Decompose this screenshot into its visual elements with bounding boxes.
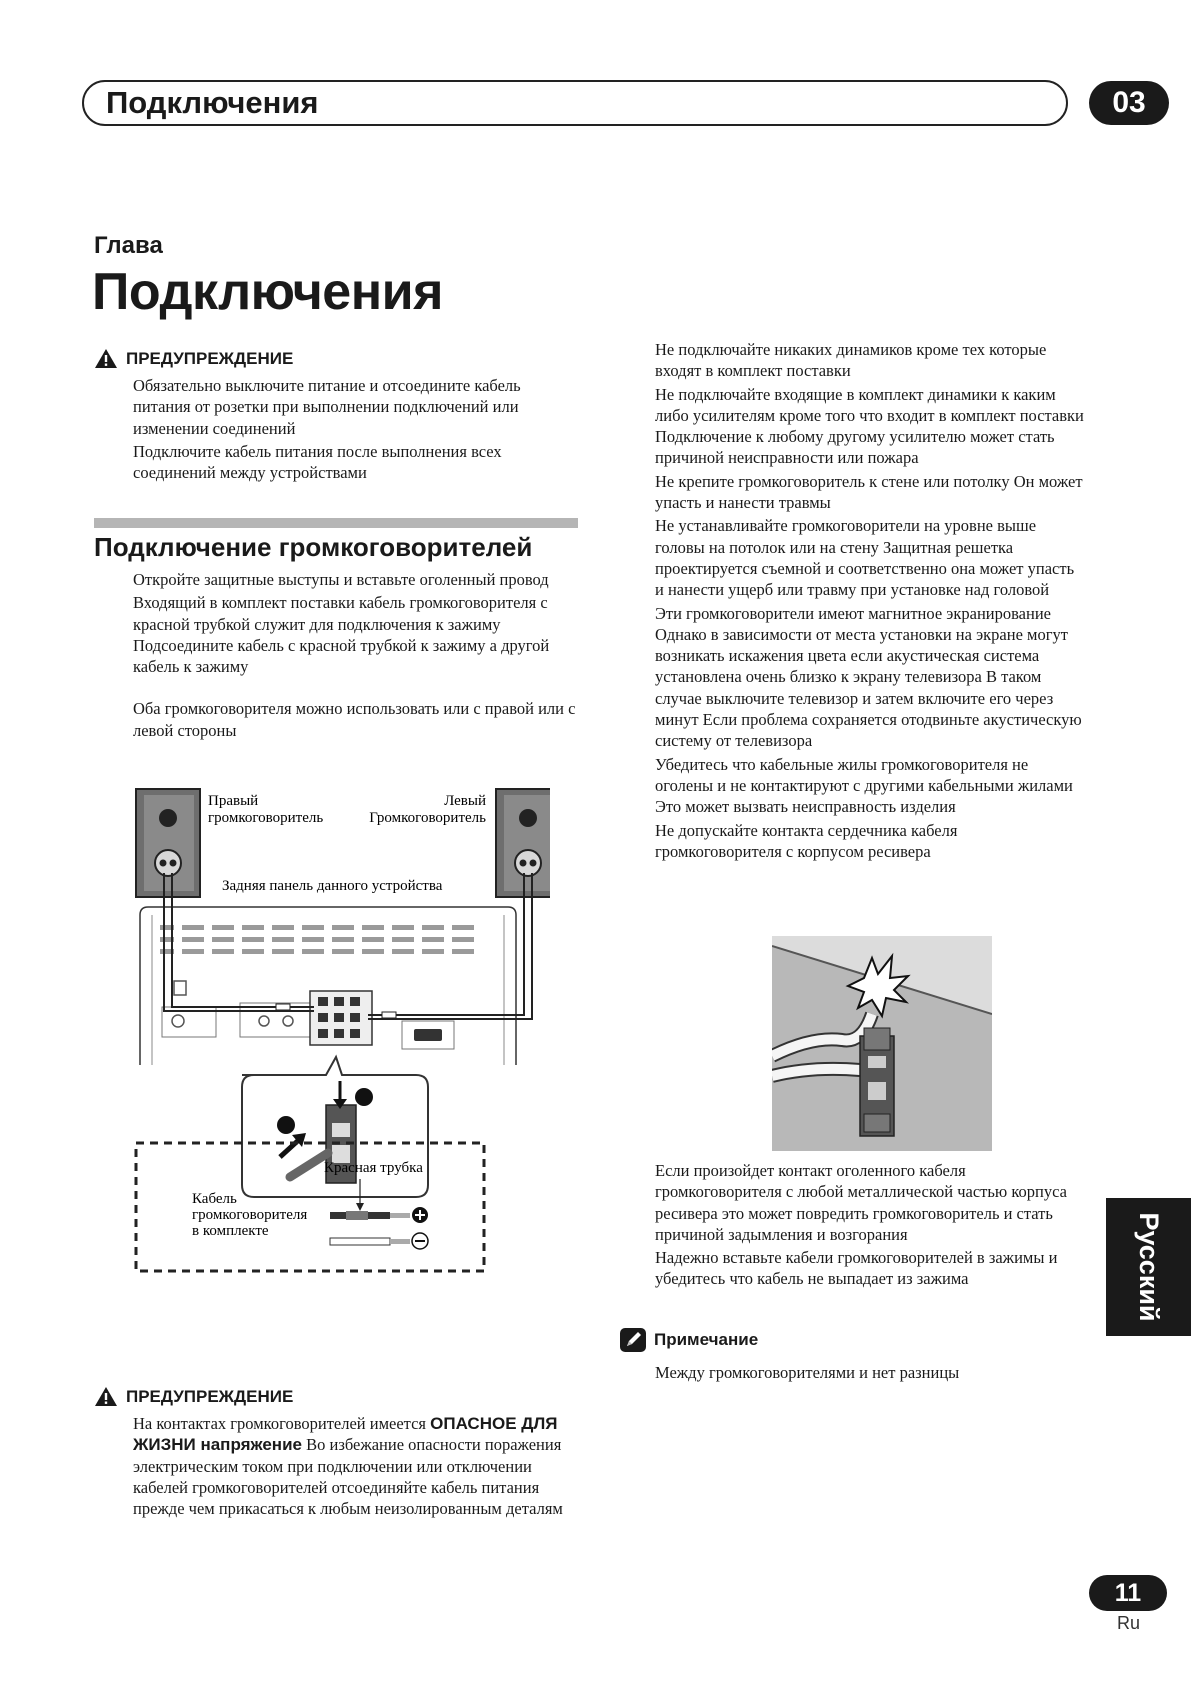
warning-heading-2 [94,1386,293,1407]
right-p6: Убедитесь что кабельные жилы громкоговорителя не оголены и не контактируют с другими кабельными жилами Это может вызвать неисправность изделия [655,754,1073,817]
right-p3: Не крепите громкоговоритель к стене или потолку Он может упасть и нанести травмы [655,471,1083,513]
warning-1-body [133,375,573,483]
right-p5: Эти громкоговорители имеют магнитное экранирование Однако в зависимости от места установки на экране могут возникать искажения цвета если акустическая система установлена очень близко к экрану телевизора В таком случае выключите телевизор и затем включите его через минут Если проблема сохраняется отодвиньте акустическую систему от телевизора [655,603,1082,751]
receiver-rear-panel [140,907,516,1065]
note-heading [620,1328,758,1352]
header-title: Подключения [106,85,319,120]
language-tab-label: Русский [1134,1212,1164,1322]
warning-icon [94,1386,118,1407]
warning-heading-text: ПРЕДУПРЕЖДЕНИЕ [126,1386,294,1406]
cable-negative [330,1233,428,1249]
right-p7: Не допускайте контакта сердечника кабеля громкоговорителя с корпусом ресивера [655,820,958,861]
page-number-badge: 11 [1089,1575,1167,1611]
chapter-title: Подключения [92,263,443,321]
section-p2: Входящий в комплект поставки кабель громкоговорителя с красной трубкой служит для подключения к зажиму Подсоедините кабель с красной трубкой к зажиму а другой кабель к зажиму [133,593,550,677]
warning-2-intro: На контактах громкоговорителей имеется [133,1414,431,1433]
language-tab [1106,1198,1191,1336]
warning-1-p1: Обязательно выключите питание и отсоедините кабель питания от розетки при выполнении подключений или изменении соединений [133,376,521,438]
left-speaker-label-2: Громкоговоритель [369,810,486,826]
warning-2-body [133,1413,583,1519]
right-p1: Не подключайте никаких динамиков кроме тех которые входят в комплект поставки [655,340,1047,381]
right-column-top [655,339,1085,862]
cable-positive [330,1207,428,1223]
left-speaker-label-1: Левый [444,793,486,809]
pencil-note-icon [620,1328,646,1352]
right-column-bottom [655,1160,1095,1290]
right-speaker-label-1: Правый [208,793,259,809]
speaker-connection-diagram [130,785,550,1345]
warning-heading-text: ПРЕДУПРЕЖДЕНИЕ [126,348,294,368]
chapter-number-badge: 03 [1089,81,1169,125]
section-body [133,569,581,741]
cable-label-2: громкоговорителя [192,1207,308,1223]
warning-1-p2: Подключите кабель питания после выполнения всех соединений между устройствами [133,441,502,483]
right-p9: Надежно вставьте кабели громкоговорителей в зажимы и убедитесь что кабель не выпадает из зажима [655,1248,1058,1289]
warning-2-rest: Во избежание опасности поражения электрическим током при подключении или отключении кабелей громкоговорителей отсоединяйте кабель питания прежде чем прикасаться к любым неизолированным деталям [133,1435,563,1519]
warning-heading-1 [94,348,293,369]
section-p3: Оба громкоговорителя можно использовать или с правой или с левой стороны [133,699,576,740]
right-speaker-label-2: громкоговоритель [208,810,324,826]
terminal-zoom-callout [242,1057,428,1197]
section-title: Подключение громкоговорителей [94,532,533,562]
warning-2-bold: ОПАСНОЕ ДЛЯ ЖИЗНИ напряжение [133,1414,558,1455]
page-language-code: Ru [1117,1613,1141,1633]
chapter-label: Глава [94,232,163,259]
cable-label-3: в комплекте [192,1223,269,1239]
warning-icon [94,348,118,369]
right-p4: Не устанавливайте громкоговорители на уровне выше головы на потолок или на стену Защитная решетка проектируется съемной и соответственно она может упасть и нанести ущерб или травму при установке над головой [655,516,1075,600]
section-divider [94,518,578,528]
rear-panel-label: Задняя панель данного устройства [222,878,443,894]
right-speaker [136,789,200,897]
wire-contact-illustration [772,936,992,1151]
right-p2: Не подключайте входящие в комплект динамики к каким либо усилителям кроме того что входит в комплект поставки Подключение к любому другому усилителю может стать причиной неисправности или пожара [655,384,1084,468]
section-p1: Откройте защитные выступы и вставьте оголенный провод [133,570,549,589]
cable-label-1: Кабель [192,1191,237,1207]
note-heading-text: Примечание [654,1330,759,1349]
red-tube-label: Красная трубка [324,1160,423,1176]
note-text: Между громкоговорителями и нет разницы [655,1363,960,1382]
right-p8: Если произойдет контакт оголенного кабеля громкоговорителя с любой металлической частью корпуса ресивера это может повредить громкоговоритель и стать причиной задымления и возгорания [655,1161,1067,1244]
